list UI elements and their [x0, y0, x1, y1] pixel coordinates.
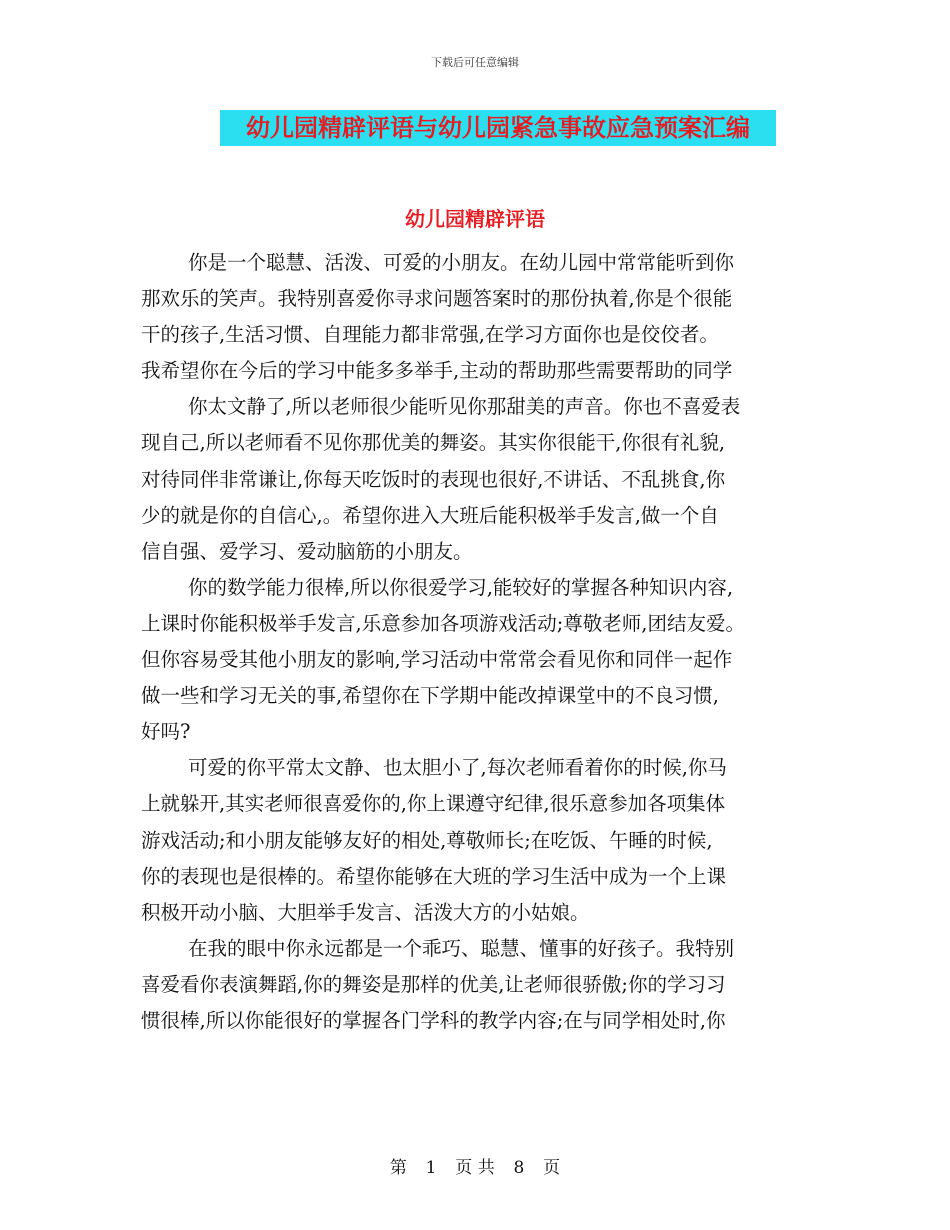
section-title: 幼儿园精辟评语: [405, 207, 545, 231]
text-line: 现自己,所以老师看不见你那优美的舞姿。其实你很能干,你很有礼貌,: [141, 431, 726, 455]
text-line: 游戏活动;和小朋友能够友好的相处,尊敬师长;在吃饭、午睡的时候,: [141, 828, 713, 852]
text-line: 信自强、爱学习、爱动脑筋的小朋友。: [141, 539, 473, 563]
text-line: 上课时你能积极举手发言,乐意参加各项游戏活动;尊敬老师,团结友爱。: [141, 611, 745, 635]
text-line: 你的数学能力很棒,所以你很爱学习,能较好的掌握各种知识内容,: [188, 575, 734, 599]
text-line: 好吗?: [141, 720, 191, 744]
page-mid: 页 共: [455, 1158, 495, 1178]
text-line: 你太文静了,所以老师很少能听见你那甜美的声音。你也不喜爱表: [188, 395, 741, 419]
page-prefix: 第: [389, 1158, 407, 1178]
text-line: 对待同伴非常谦让,你每天吃饭时的表现也很好,不讲话、不乱挑食,你: [141, 467, 726, 491]
page-suffix: 页: [543, 1158, 561, 1178]
text-line: 积极开动小脑、大胆举手发言、活泼大方的小姑娘。: [141, 900, 590, 924]
text-line: 你是一个聪慧、活泼、可爱的小朋友。在幼儿园中常常能听到你: [188, 251, 735, 274]
text-line: 在我的眼中你永远都是一个乖巧、聪慧、懂事的好孩子。我特别: [188, 936, 735, 960]
body-text: [141, 245, 811, 1039]
document-title: 幼儿园精辟评语与幼儿园紧急事故应急预案汇编: [220, 110, 776, 146]
text-line: 但你容易受其他小朋友的影响,学习活动中常常会看见你和同伴一起作: [141, 648, 733, 672]
text-line: 少的就是你的自信心,。希望你进入大班后能积极举手发言,做一个自: [141, 503, 719, 527]
text-line: 喜爱看你表演舞蹈,你的舞姿是那样的优美,让老师很骄傲;你的学习习: [141, 972, 726, 996]
text-line: 上就躲开,其实老师很喜爱你的,你上课遵守纪律,很乐意参加各项集体: [141, 792, 726, 816]
page-total: 8: [513, 1158, 525, 1178]
text-line: 可爱的你平常太文静、也太胆小了,每次老师看着你的时候,你马: [188, 756, 727, 780]
text-line: 那欢乐的笑声。我特别喜爱你寻求问题答案时的那份执着,你是个很能: [141, 287, 733, 311]
text-line: 你的表现也是很棒的。希望你能够在大班的学习生活中成为一个上课: [141, 864, 727, 888]
header-note: 下载后可任意编辑: [431, 56, 519, 69]
text-line: 惯很棒,所以你能很好的掌握各门学科的教学内容;在与同学相处时,你: [141, 1008, 726, 1032]
text-line: 干的孩子,生活习惯、自理能力都非常强,在学习方面你也是佼佼者。: [141, 323, 719, 347]
page-current: 1: [425, 1158, 437, 1178]
page-footer: [0, 1153, 950, 1178]
text-line: 我希望你在今后的学习中能多多举手,主动的帮助那些需要帮助的同学: [141, 359, 733, 383]
text-line: 做一些和学习无关的事,希望你在下学期中能改掉课堂中的不良习惯,: [141, 684, 719, 708]
